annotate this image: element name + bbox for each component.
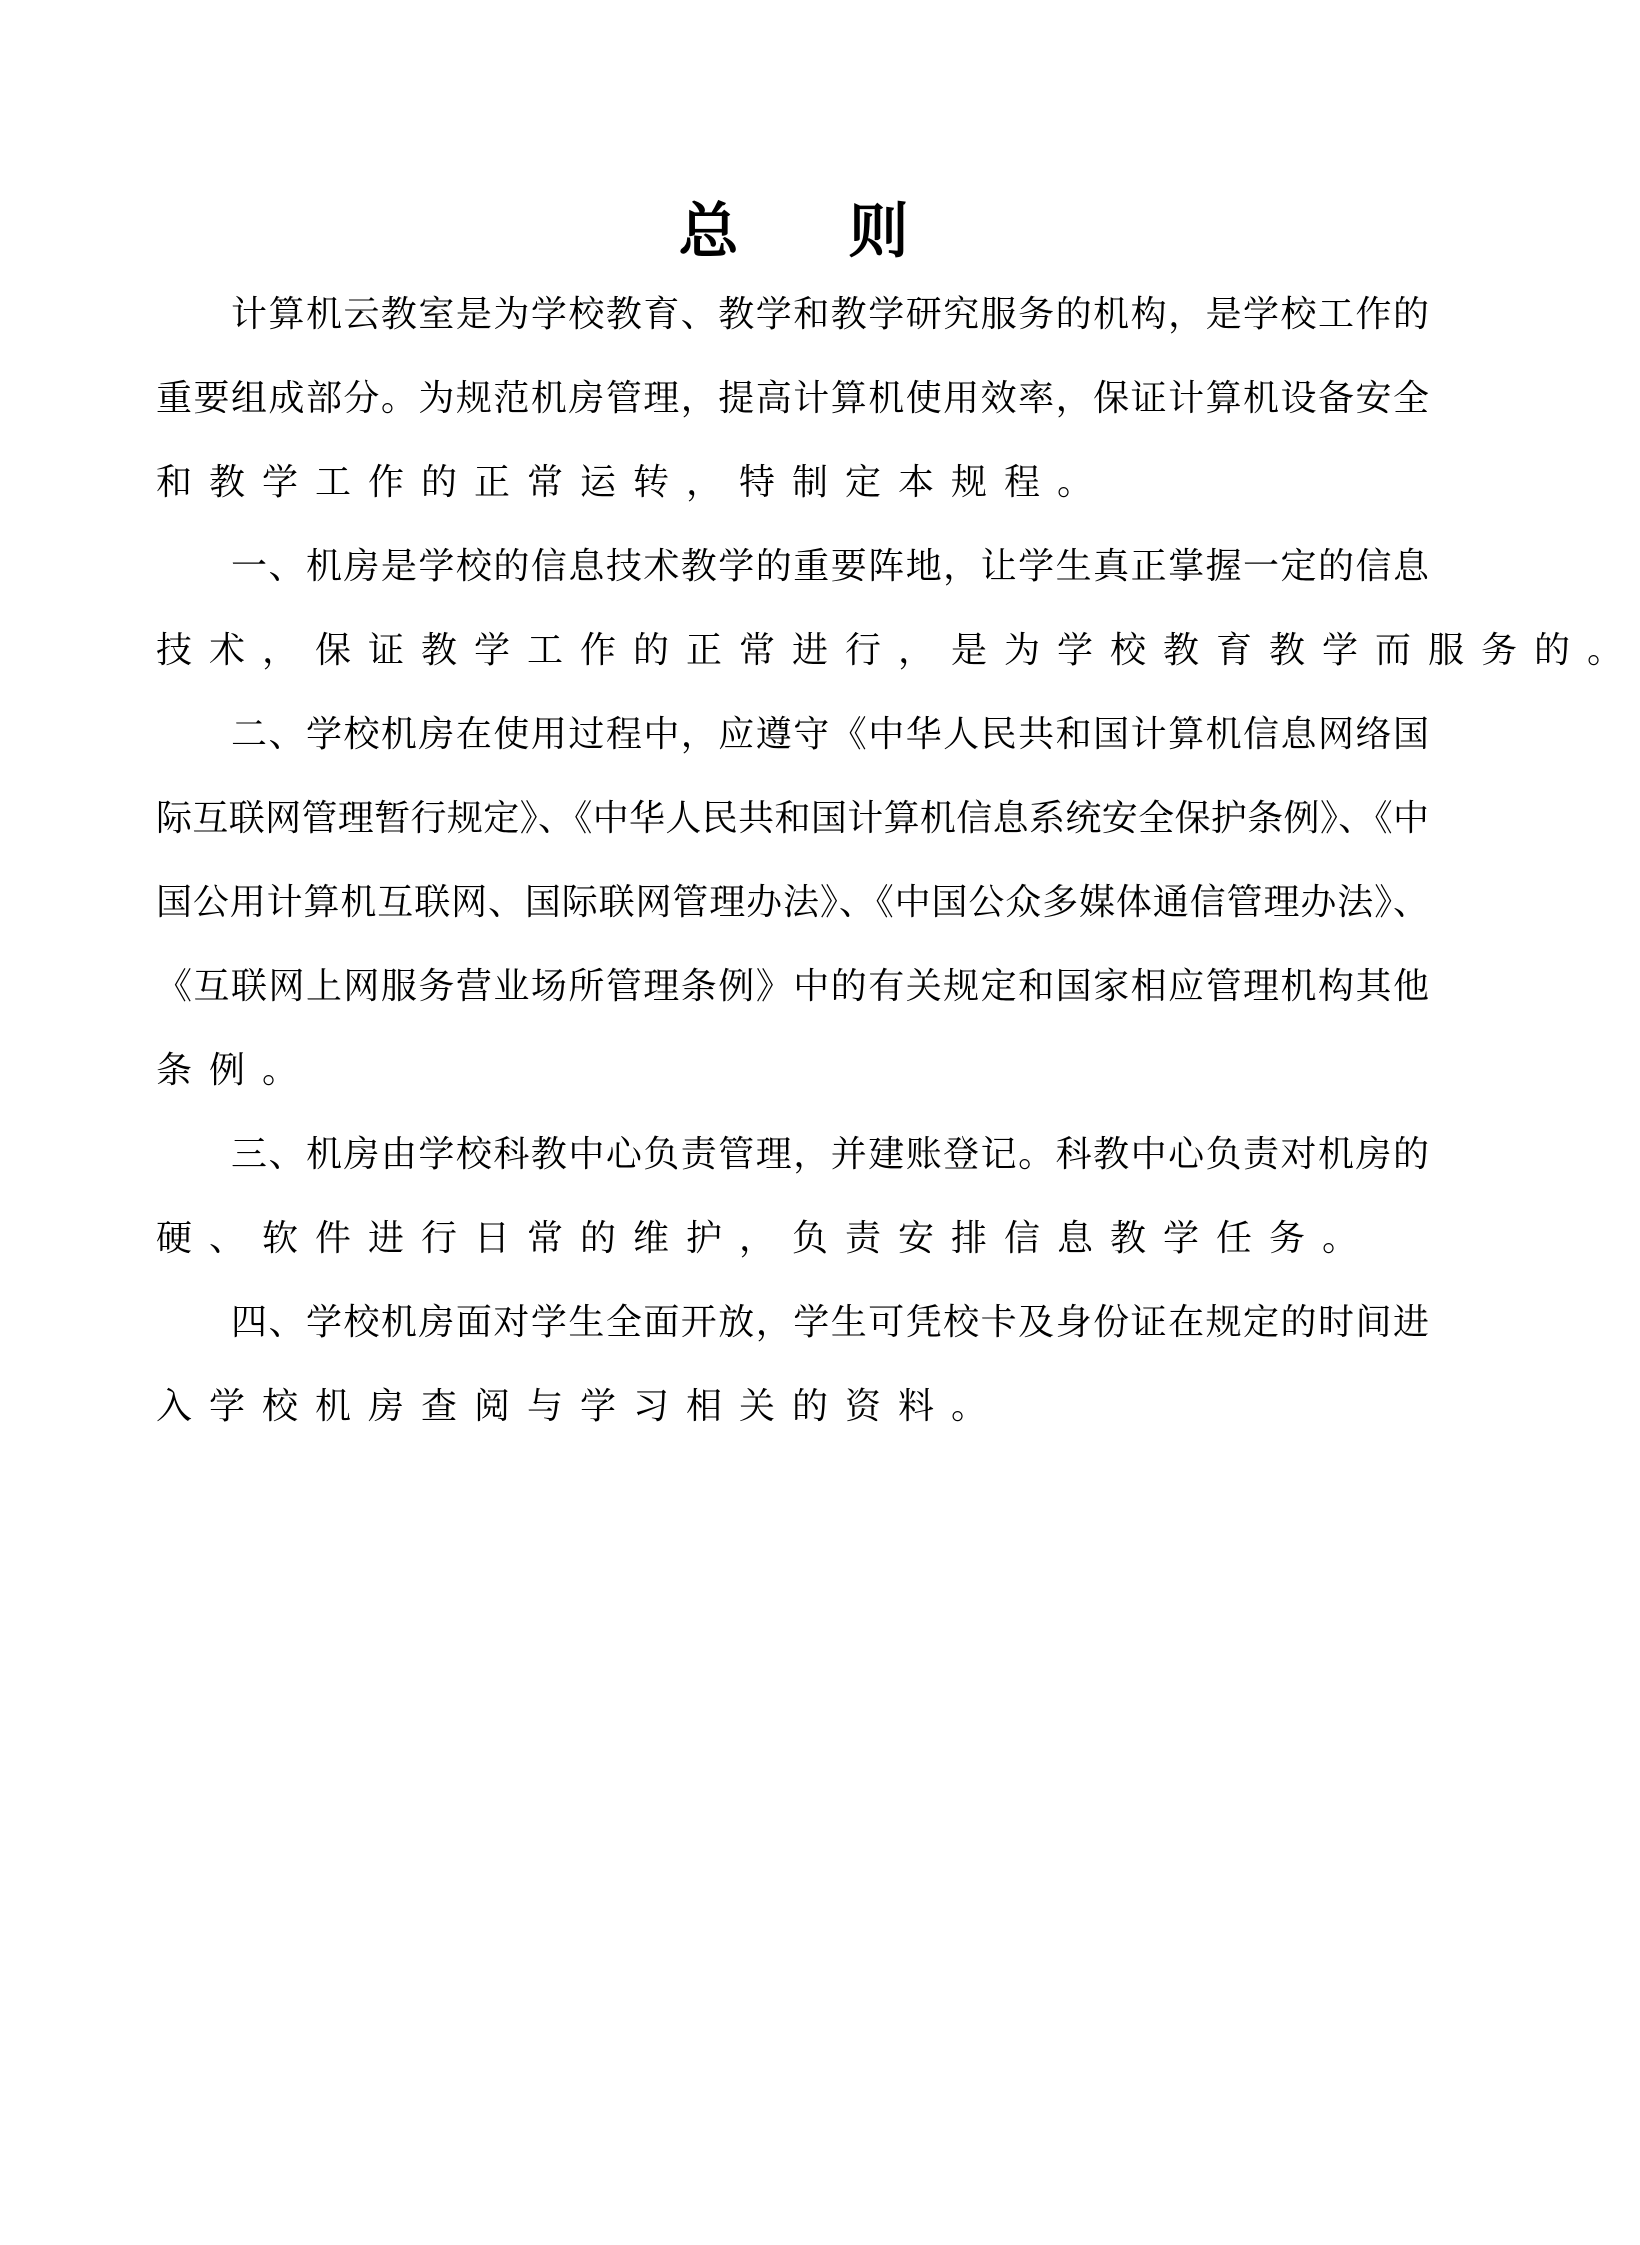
text-line: 四、学校机房面对学生全面开放，学生可凭校卡及身份证在规定的时间进 [231,1302,1429,1343]
text-line: 计算机云教室是为学校教育、教学和教学研究服务的机构，是学校工作的 [231,294,1429,335]
text-line: 入学校机房查阅与学习相关的资料。 [156,1386,1005,1427]
paragraph-intro [156,273,1429,525]
text-line: 技术，保证教学工作的正常进行，是为学校教育教学而服务的。 [156,630,1640,671]
text-line: 《互联网上网服务营业场所管理条例》中的有关规定和国家相应管理机构其他 [156,966,1429,1007]
paragraph-4 [156,1281,1429,1449]
text-line: 国公用计算机互联网、国际联网管理办法》、《中国公众多媒体通信管理办法》、 [156,882,1429,923]
text-line: 三、机房由学校科教中心负责管理，并建账登记。科教中心负责对机房的 [231,1134,1429,1175]
page-title [0,190,1587,274]
title-char-2: 则 [848,197,909,267]
title-char-1: 总 [678,197,739,267]
paragraph-3 [156,1113,1429,1281]
text-line: 条例。 [156,1050,316,1091]
paragraph-2 [156,693,1429,1113]
paragraph-1 [156,525,1640,693]
text-line: 际互联网管理暂行规定》、《中华人民共和国计算机信息系统安全保护条例》、《中 [156,798,1429,839]
text-line: 重要组成部分。为规范机房管理，提高计算机使用效率，保证计算机设备安全 [156,378,1429,419]
document-body [156,273,1640,1449]
text-line: 二、学校机房在使用过程中，应遵守《中华人民共和国计算机信息网络国 [231,714,1429,755]
text-line: 一、机房是学校的信息技术教学的重要阵地，让学生真正掌握一定的信息 [231,546,1429,587]
text-line: 硬、软件进行日常的维护，负责安排信息教学任务。 [156,1218,1376,1259]
text-line: 和教学工作的正常运转，特制定本规程。 [156,462,1111,503]
